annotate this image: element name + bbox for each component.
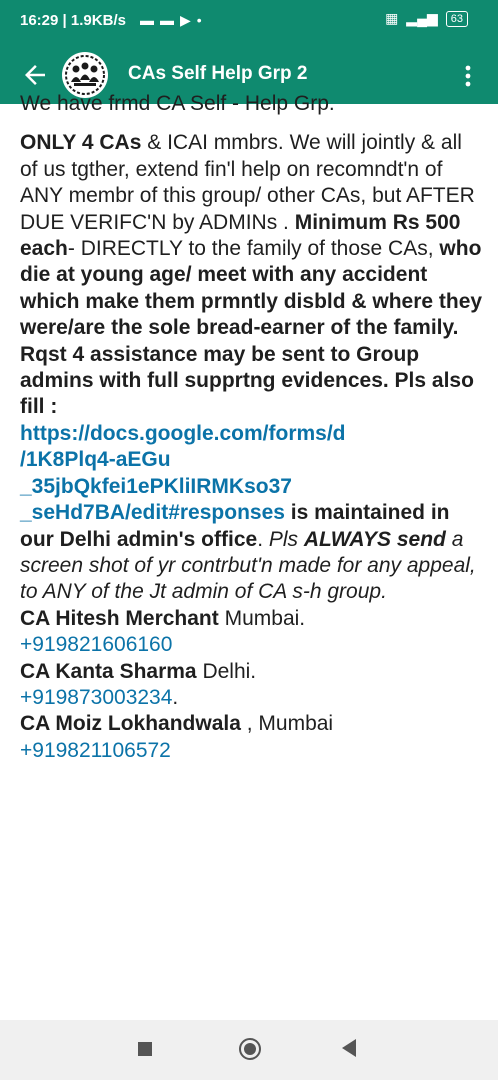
message-line: We have frmd CA Self - Help Grp. [20, 92, 335, 115]
text: . [257, 527, 269, 551]
form-link[interactable]: /1K8Plq4-aEGu [20, 448, 171, 472]
more-vert-icon[interactable] [456, 61, 480, 91]
message-icon: ▬ [160, 12, 174, 28]
form-link[interactable]: _35jbQkfei1ePKliIRMKso37 [20, 474, 292, 498]
contact-city: Mumbai. [218, 606, 306, 630]
contact-3-phone [20, 738, 485, 764]
contact-3 [20, 711, 485, 737]
nav-recents-icon[interactable] [138, 1042, 152, 1056]
message-text [20, 130, 485, 605]
italic-text: Pls [268, 527, 304, 551]
system-icons [385, 10, 468, 27]
text: - DIRECTLY to the family of those CAs, [67, 237, 440, 261]
signal-icon: ▂▄▆ [406, 10, 438, 26]
text: & ICAI mmbrs. We will jointly & all of us tgther, extend fin'l help on recomndt'n of ANY membr of this group/ other CAs, but AFTER DUE VERIFC'N by ADMINs . [20, 131, 475, 234]
contact-name: CA Moiz Lokhandwala [20, 712, 241, 736]
phone-link[interactable]: +919821606160 [20, 633, 173, 657]
message-icon: ▬ [140, 12, 154, 28]
network-speed: 1.9KB/s [70, 12, 126, 29]
nav-home-icon[interactable] [239, 1038, 261, 1060]
back-arrow-icon[interactable] [20, 60, 50, 90]
bold-italic-text: ALWAYS send [303, 527, 446, 551]
contact-1-phone [20, 632, 485, 658]
contact-2 [20, 659, 485, 685]
contact-1 [20, 606, 485, 632]
dot-icon: • [196, 12, 202, 28]
bold-text: is maintained in our Delhi admin's office [20, 501, 450, 551]
contact-city: , Mumbai [240, 712, 334, 736]
chat-title[interactable]: CAs Self Help Grp 2 [128, 63, 308, 84]
contact-2-phone [20, 685, 485, 711]
bold-text: Minimum Rs 500 each [20, 210, 461, 261]
message-body [20, 92, 485, 1020]
bold-text: who die at young age/ meet with any accident which make them prmntly disbld & where they were/are the sole bread-earner of the family. Rqst 4 assistance may be sent to Group admins with full supprtng evidences. Pls also fill : [20, 237, 483, 419]
contact-city: Delhi. [196, 659, 257, 683]
contact-name: CA Hitesh Merchant [20, 606, 219, 630]
youtube-icon: ▶ [180, 12, 191, 28]
form-link[interactable]: _seHd7BA/edit#responses [20, 501, 285, 525]
phone-link[interactable]: +919873003234 [20, 685, 173, 709]
italic-text: a screen shot of yr contrbut'n made for any appeal, to ANY of the Jt admin of CA s-h group. [20, 527, 476, 604]
text: . [172, 685, 179, 709]
battery-icon: 63 [446, 11, 468, 27]
notification-icons [140, 12, 202, 29]
bold-text: ONLY 4 CAs [20, 131, 142, 155]
nav-back-icon[interactable] [342, 1039, 356, 1057]
form-link[interactable]: https://docs.google.com/forms/d [20, 421, 346, 445]
contact-name: CA Kanta Sharma [20, 659, 197, 683]
sim-icon: ▦ [385, 10, 399, 26]
status-time: 16:29 | 1.9KB/s [20, 12, 126, 29]
phone-link[interactable]: +919821106572 [20, 738, 171, 762]
status-bar [0, 0, 498, 46]
